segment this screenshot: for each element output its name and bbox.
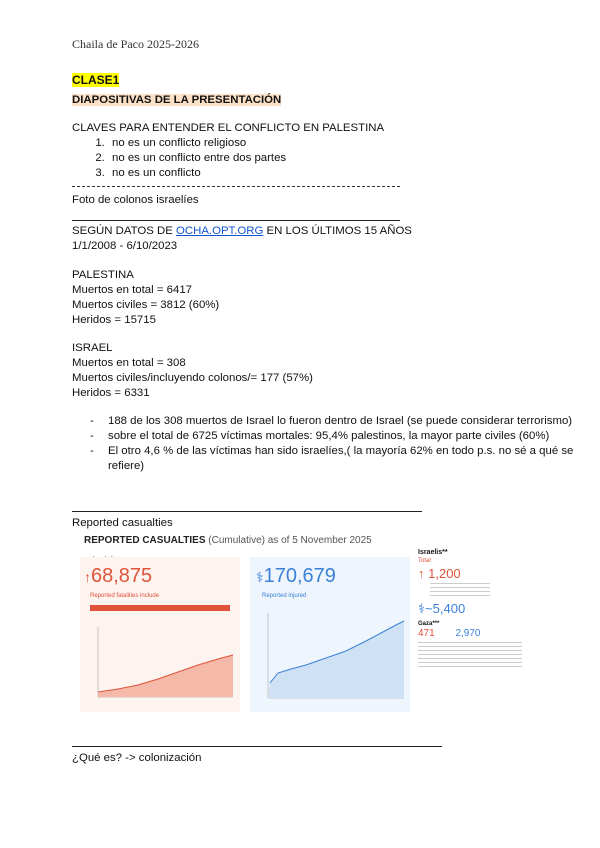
person-icon: ⚕ — [418, 601, 426, 616]
divider — [72, 220, 400, 221]
list-item: - 188 de los 308 muertos de Israel lo fueron dentro de Israel (se puede considerar terrorismo) — [108, 414, 578, 429]
arrow-up-icon: ↑ — [418, 566, 425, 581]
infographic-title — [84, 535, 372, 546]
infographic-title-sub: (Cumulative) as of 5 November 2025 — [208, 535, 372, 546]
pal-injured-panel — [250, 557, 410, 712]
pal-injured-number — [256, 565, 336, 588]
isr-injured — [418, 601, 530, 617]
isr-killed — [418, 566, 530, 581]
casualties-infographic — [78, 535, 528, 725]
pal-injured-value: 170,679 — [263, 565, 336, 587]
list-item: - El otro 4,6 % de las víctimas han sido israelíes,( la mayoría 62% en todo p.s. no sé a qué se refiere) — [108, 444, 578, 474]
dashed-divider — [72, 186, 400, 187]
list-item: - sobre el total de 6725 víctimas mortales: 95,4% palestinos, la mayor parte civiles (60%) — [108, 429, 578, 444]
subtitle — [72, 93, 281, 108]
reported-casualties-label: Reported casualties — [72, 517, 173, 529]
pal-killed-panel — [80, 557, 240, 712]
pal-killed-value: 68,875 — [91, 565, 153, 587]
palestina-line: Heridos = 15715 — [72, 314, 156, 326]
pal-injured-caption: Reported injured — [262, 593, 307, 599]
infographic-title-text: REPORTED CASUALTIES — [84, 535, 206, 546]
isr-total-label: Total — [418, 558, 431, 564]
israel-heading: ISRAEL — [72, 342, 113, 354]
gaza-label: Gaza*** — [418, 621, 440, 627]
pal-killed-number — [84, 565, 152, 588]
datos-prefix: SEGÚN DATOS DE — [72, 225, 177, 237]
foto-text: Foto de colonos israelíes — [72, 194, 199, 206]
pal-injured-chart — [256, 603, 406, 708]
israel-line: Heridos = 6331 — [72, 387, 150, 399]
palestina-line: Muertos civiles = 3812 (60%) — [72, 299, 220, 311]
divider — [72, 746, 442, 747]
gaza-b: 2,970 — [455, 628, 481, 639]
date-range: 1/1/2008 - 6/10/2023 — [72, 240, 178, 252]
claves-heading: CLAVES PARA ENTENDER EL CONFLICTO EN PALESTINA — [72, 122, 385, 134]
palestina-line: Muertos en total = 6417 — [72, 284, 192, 296]
footnote-lines — [418, 642, 522, 670]
gaza-a: 471 — [418, 628, 435, 639]
israel-line: Muertos en total = 308 — [72, 357, 186, 369]
israelis-panel — [418, 549, 530, 725]
datos-line — [72, 224, 412, 239]
list-item: 2. no es un conflicto entre dos partes — [108, 151, 286, 166]
palestina-heading: PALESTINA — [72, 269, 134, 281]
isr-detail-lines — [430, 583, 490, 597]
document-header: Chaila de Paco 2025-2026 — [72, 37, 199, 51]
list-item: 3. no es un conflicto — [108, 166, 286, 181]
pal-bar — [90, 605, 230, 611]
ocha-link[interactable]: OCHA.OPT.ORG — [176, 225, 264, 237]
divider — [72, 511, 422, 512]
arrow-up-icon: ↑ — [84, 569, 91, 585]
isr-injured-value: ~5,400 — [425, 601, 466, 616]
subtitle-text: DIAPOSITIVAS DE LA PRESENTACIÓN — [72, 94, 282, 106]
datos-suffix: EN LOS ÚLTIMOS 15 AÑOS — [263, 225, 412, 237]
claves-list — [72, 136, 286, 181]
class-title-text: CLASE1 — [72, 73, 120, 87]
isr-label: Israelis** — [418, 549, 448, 556]
gaza-numbers — [418, 628, 530, 639]
israel-line: Muertos civiles/incluyendo colonos/= 177 (57%) — [72, 372, 313, 384]
pal-killed-caption: Reported fatalities include — [90, 593, 160, 599]
class-title — [72, 73, 119, 88]
notes-list — [72, 414, 578, 474]
isr-killed-value: 1,200 — [428, 566, 461, 581]
pal-area-chart — [88, 617, 238, 707]
colonizacion-line: ¿Qué es? -> colonización — [72, 752, 202, 764]
list-item: 1. no es un conflicto religioso — [108, 136, 286, 151]
person-icon: ⚕ — [256, 569, 264, 585]
